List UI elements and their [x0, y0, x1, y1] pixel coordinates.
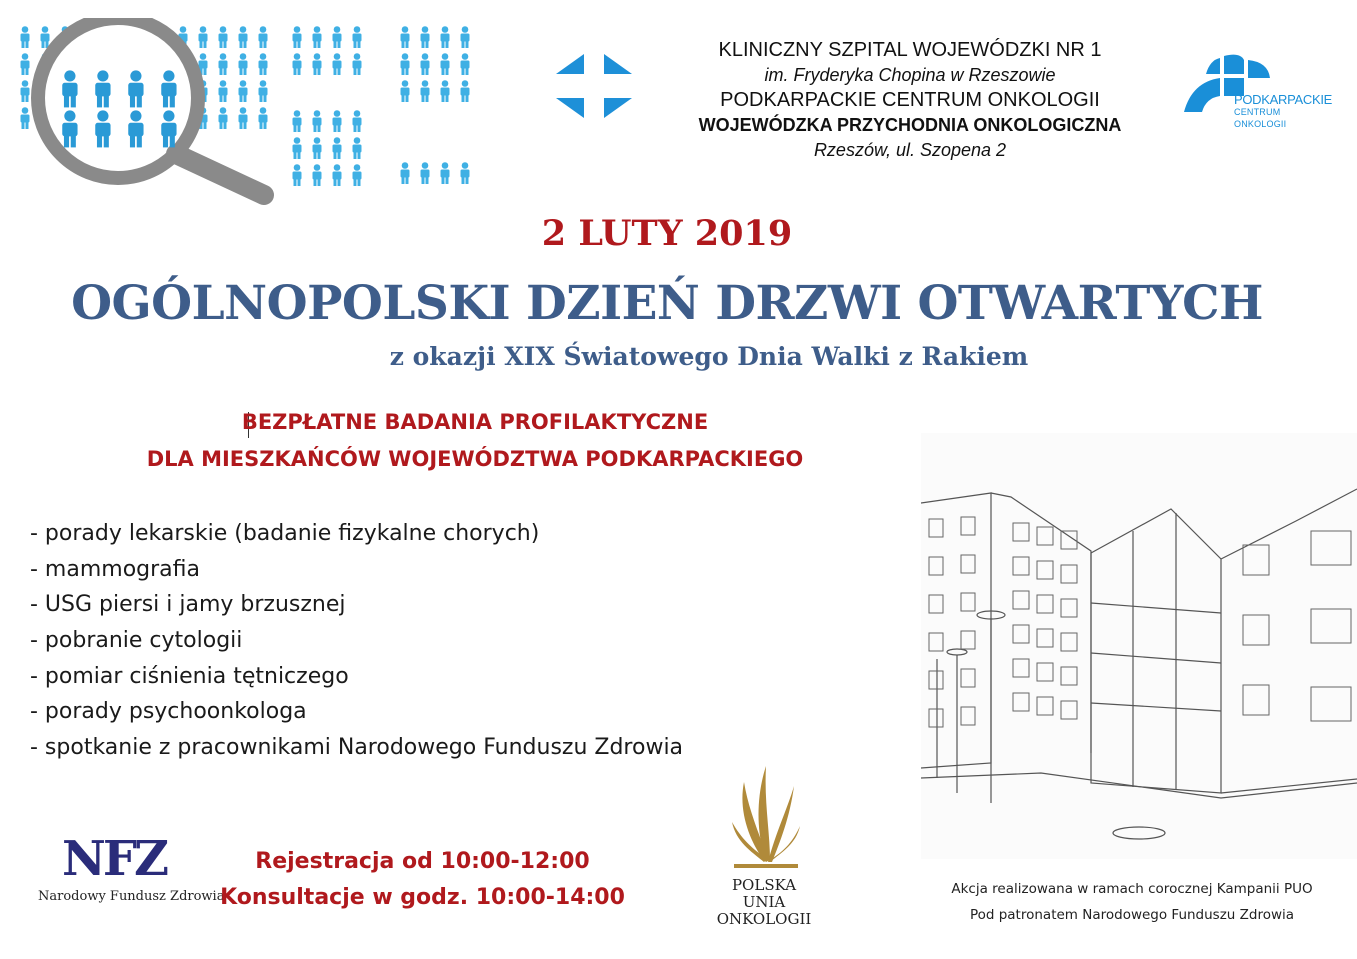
header-line-4: WOJEWÓDZKA PRZYCHODNIA ONKOLOGICZNA: [698, 115, 1122, 135]
people-magnifier-illustration: [10, 18, 490, 208]
service-item: - USG piersi i jamy brzusznej: [30, 592, 346, 618]
person-icon: [333, 53, 342, 75]
person-icon: [219, 107, 228, 129]
consultation-hours: Konsultacje w godz. 10:00-14:00: [220, 885, 625, 910]
header-line-5: Rzeszów, ul. Szopena 2: [813, 140, 1007, 160]
person-icon: [421, 26, 430, 48]
person-icon: [41, 26, 50, 48]
person-icon: [421, 53, 430, 75]
person-icon: [293, 53, 302, 75]
puo-line-2: UNIA: [742, 893, 786, 911]
person-icon: [353, 53, 362, 75]
header-line-3: PODKARPACKIE CENTRUM ONKOLOGII: [720, 89, 1100, 111]
service-item: - porady lekarskie (badanie fizykalne chorych): [30, 521, 540, 546]
event-subtitle: z okazji XIX Światowego Dnia Walki z Rakiem: [389, 342, 1029, 371]
person-icon: [353, 110, 362, 132]
person-icon: [239, 53, 248, 75]
registration-hours: Rejestracja od 10:00-12:00: [255, 849, 590, 874]
person-icon: [313, 110, 322, 132]
hospital-cross-logo: [556, 54, 632, 120]
person-icon: [333, 110, 342, 132]
person-icon: [219, 26, 228, 48]
person-icon: [259, 80, 268, 102]
hospital-building-sketch: [921, 433, 1357, 859]
pco-logo-line-2: CENTRUM ONKOLOGII: [1234, 107, 1287, 129]
person-icon: [333, 137, 342, 159]
person-icon: [421, 162, 430, 184]
service-item: - pomiar ciśnienia tętniczego: [30, 663, 349, 689]
person-icon: [401, 162, 410, 184]
person-icon: [333, 26, 342, 48]
puo-line-3: ONKOLOGII: [716, 910, 812, 928]
person-icon: [259, 26, 268, 48]
person-icon: [293, 164, 302, 186]
nfz-name: Narodowy Fundusz Zdrowia: [38, 889, 225, 904]
person-icon: [293, 110, 302, 132]
offer-heading-1: BEZPŁATNE BADANIA PROFILAKTYCZNE: [241, 410, 709, 434]
service-item: - spotkanie z pracownikami Narodowego Funduszu Zdrowia: [30, 735, 684, 761]
footer-line-1: Akcja realizowana w ramach corocznej Kampanii PUO: [951, 881, 1313, 897]
person-icon: [239, 80, 248, 102]
person-icon: [21, 107, 30, 129]
person-icon: [21, 53, 30, 75]
person-icon: [199, 26, 208, 48]
offer-heading-2: DLA MIESZKAŃCÓW WOJEWÓDZTWA PODKARPACKIEGO: [146, 447, 804, 471]
person-icon: [293, 137, 302, 159]
person-icon: [259, 53, 268, 75]
person-icon: [401, 26, 410, 48]
services-list: [30, 518, 683, 768]
event-title: OGÓLNOPOLSKI DZIEŃ DRZWI OTWARTYCH: [71, 276, 1263, 331]
person-icon: [353, 164, 362, 186]
person-icon: [461, 80, 470, 102]
person-icon: [401, 80, 410, 102]
header-line-2: im. Fryderyka Chopina w Rzeszowie: [764, 65, 1056, 85]
puo-logo-text: [690, 877, 838, 928]
person-icon: [461, 26, 470, 48]
person-icon: [441, 162, 450, 184]
person-icon: [21, 80, 30, 102]
person-icon: [219, 53, 228, 75]
institution-header: [630, 38, 1190, 163]
person-icon: [313, 137, 322, 159]
pco-logo-line-1: PODKARPACKIE: [1234, 92, 1333, 107]
person-icon: [239, 107, 248, 129]
person-icon: [441, 80, 450, 102]
service-item: - pobranie cytologii: [30, 628, 243, 654]
header-line-1: KLINICZNY SZPITAL WOJEWÓDZKI NR 1: [718, 39, 1102, 61]
person-icon: [259, 107, 268, 129]
person-icon: [461, 53, 470, 75]
footer-line-2: Pod patronatem Narodowego Funduszu Zdrowia: [969, 907, 1295, 923]
puo-flame-logo: [730, 762, 802, 874]
person-icon: [239, 26, 248, 48]
person-icon: [293, 26, 302, 48]
person-icon: [421, 80, 430, 102]
person-icon: [461, 162, 470, 184]
puo-line-1: POLSKA: [731, 876, 797, 894]
event-date: 2 LUTY 2019: [541, 213, 793, 254]
nfz-logo: NFZ: [62, 831, 166, 887]
person-icon: [353, 26, 362, 48]
person-icon: [21, 26, 30, 48]
service-item: - porady psychoonkologa: [30, 699, 307, 725]
person-icon: [441, 26, 450, 48]
person-icon: [333, 164, 342, 186]
person-icon: [219, 80, 228, 102]
service-item: - mammografia: [30, 556, 200, 582]
person-icon: [313, 164, 322, 186]
person-icon: [313, 26, 322, 48]
person-icon: [353, 137, 362, 159]
pco-logo-text: [1234, 94, 1334, 130]
person-icon: [401, 53, 410, 75]
person-icon: [441, 53, 450, 75]
person-icon: [313, 53, 322, 75]
